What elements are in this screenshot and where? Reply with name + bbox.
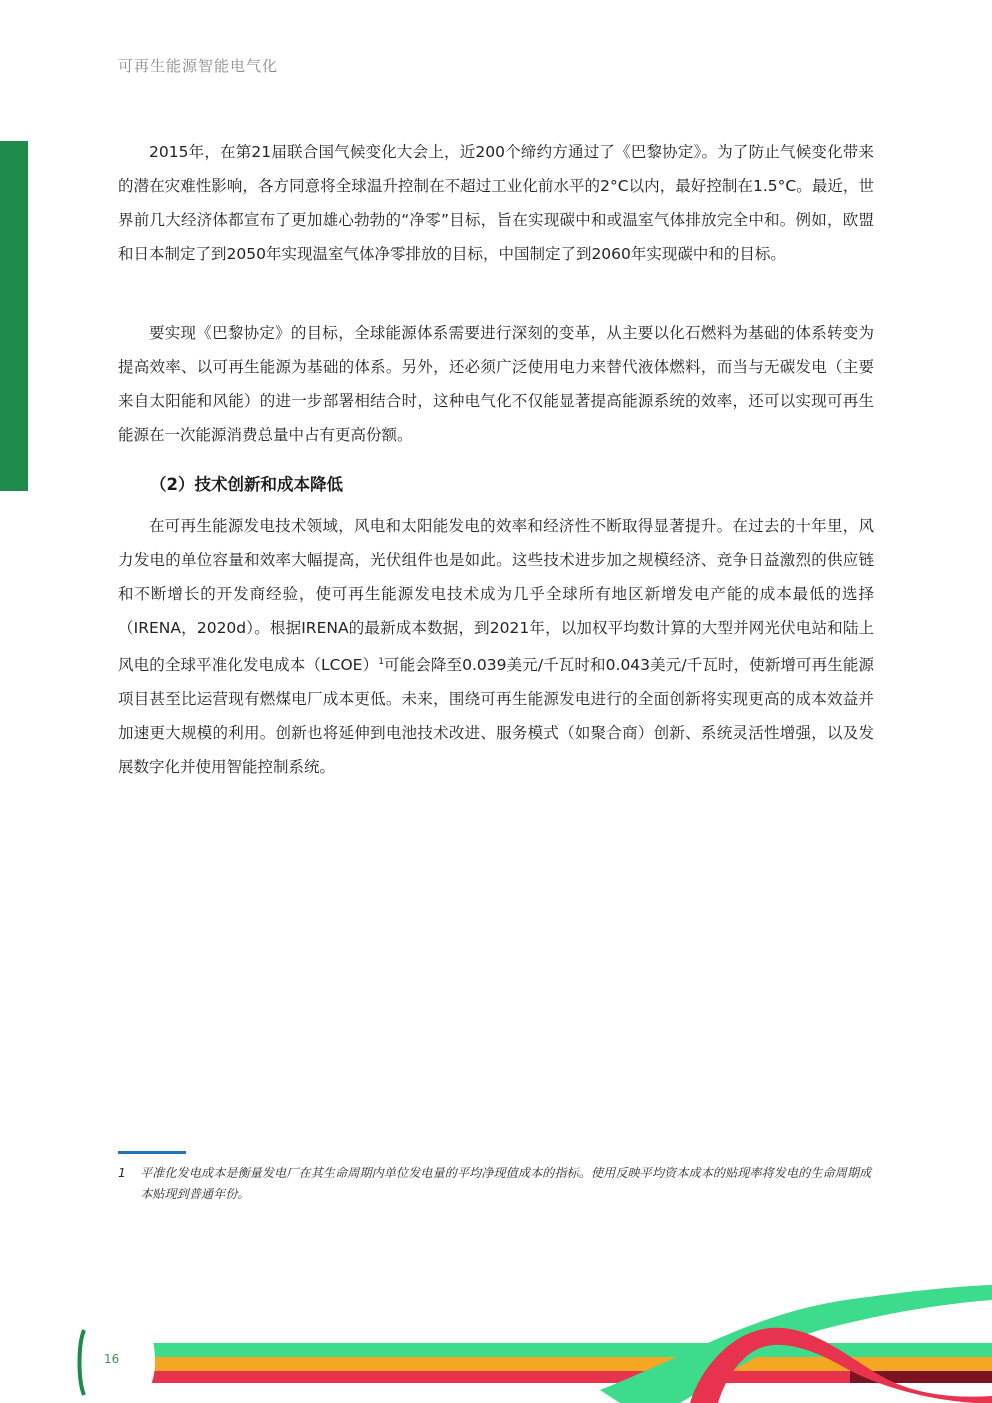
paragraph-3-part-b: 可能会降至0.039美元/千瓦时和0.043美元/千瓦时，使新增可再生能源项目甚至比运营现有燃煤电厂成本更低。未来，围绕可再生能源发电进行的全面创新将实现更高的成本效益并加速更大规模的利用。创新也将延伸到电池技术改进、服务模式（如聚合商）创新、系统灵活性增强，以及发展数字化并使用智能控制系统。 xyxy=(118,656,874,777)
paragraph-2 xyxy=(118,316,874,452)
footnote-reference[interactable]: 1 xyxy=(378,657,384,667)
paragraph-3-text xyxy=(118,509,874,784)
footnote-rule xyxy=(118,1151,186,1154)
footnote-number: 1 xyxy=(118,1166,126,1180)
running-header: 可再生能源智能电气化 xyxy=(118,57,279,75)
footnote xyxy=(118,1163,878,1205)
paragraph-3-part-a: 在可再生能源发电技术领域，风电和太阳能发电的效率和经济性不断取得显著提升。在过去的十年里，风力发电的单位容量和效率大幅提高，光伏组件也是如此。这些技术进步加之规模经济、竞争日益激烈的供应链和不断增长的开发商经验，使可再生能源发电技术成为几乎全球所有地区新增发电产能的成本最低的选择（IRENA，2020d）。根据IRENA的最新成本数据，到2021年，以加权平均数计算的大型并网光伏电站和陆上风电的全球平准化发电成本（LCOE） xyxy=(118,517,874,675)
paragraph-2-text: 要实现《巴黎协定》的目标，全球能源体系需要进行深刻的变革，从主要以化石燃料为基础的体系转变为提高效率、以可再生能源为基础的体系。另外，还必须广泛使用电力来替代液体燃料，而当与无碳发电（主要来自太阳能和风能）的进一步部署相结合时，这种电气化不仅能显著提高能源系统的效率，还可以实现可再生能源在一次能源消费总量中占有更高份额。 xyxy=(118,324,874,444)
paragraph-1-text: 2015年，在第21届联合国气候变化大会上，近200个缔约方通过了《巴黎协定》。为了防止气候变化带来的潜在灾难性影响，各方同意将全球温升控制在不超过工业化前水平的2°C以内，最好控制在1.5°C。最近，世界前几大经济体都宣布了更加雄心勃勃的“净零”目标，旨在实现碳中和或温室气体排放完全中和。例如，欧盟和日本制定了到2050年实现温室气体净零排放的目标，中国制定了到2060年实现碳中和的目标。 xyxy=(118,143,874,263)
section-heading: （2）技术创新和成本降低 xyxy=(150,475,343,494)
paragraph-1 xyxy=(118,135,874,271)
side-accent-bar xyxy=(0,141,28,491)
paragraph-3 xyxy=(118,509,874,784)
footer-stripe-green xyxy=(130,1343,992,1357)
footnote-text: 平准化发电成本是衡量发电厂在其生命周期内单位发电量的平均净现值成本的指标。使用反映平均资本成本的贴现率将发电的生命周期成本贴现到普通年份。 xyxy=(140,1166,872,1201)
footer-decoration xyxy=(0,1270,992,1403)
page-number: 16 xyxy=(104,1352,120,1366)
